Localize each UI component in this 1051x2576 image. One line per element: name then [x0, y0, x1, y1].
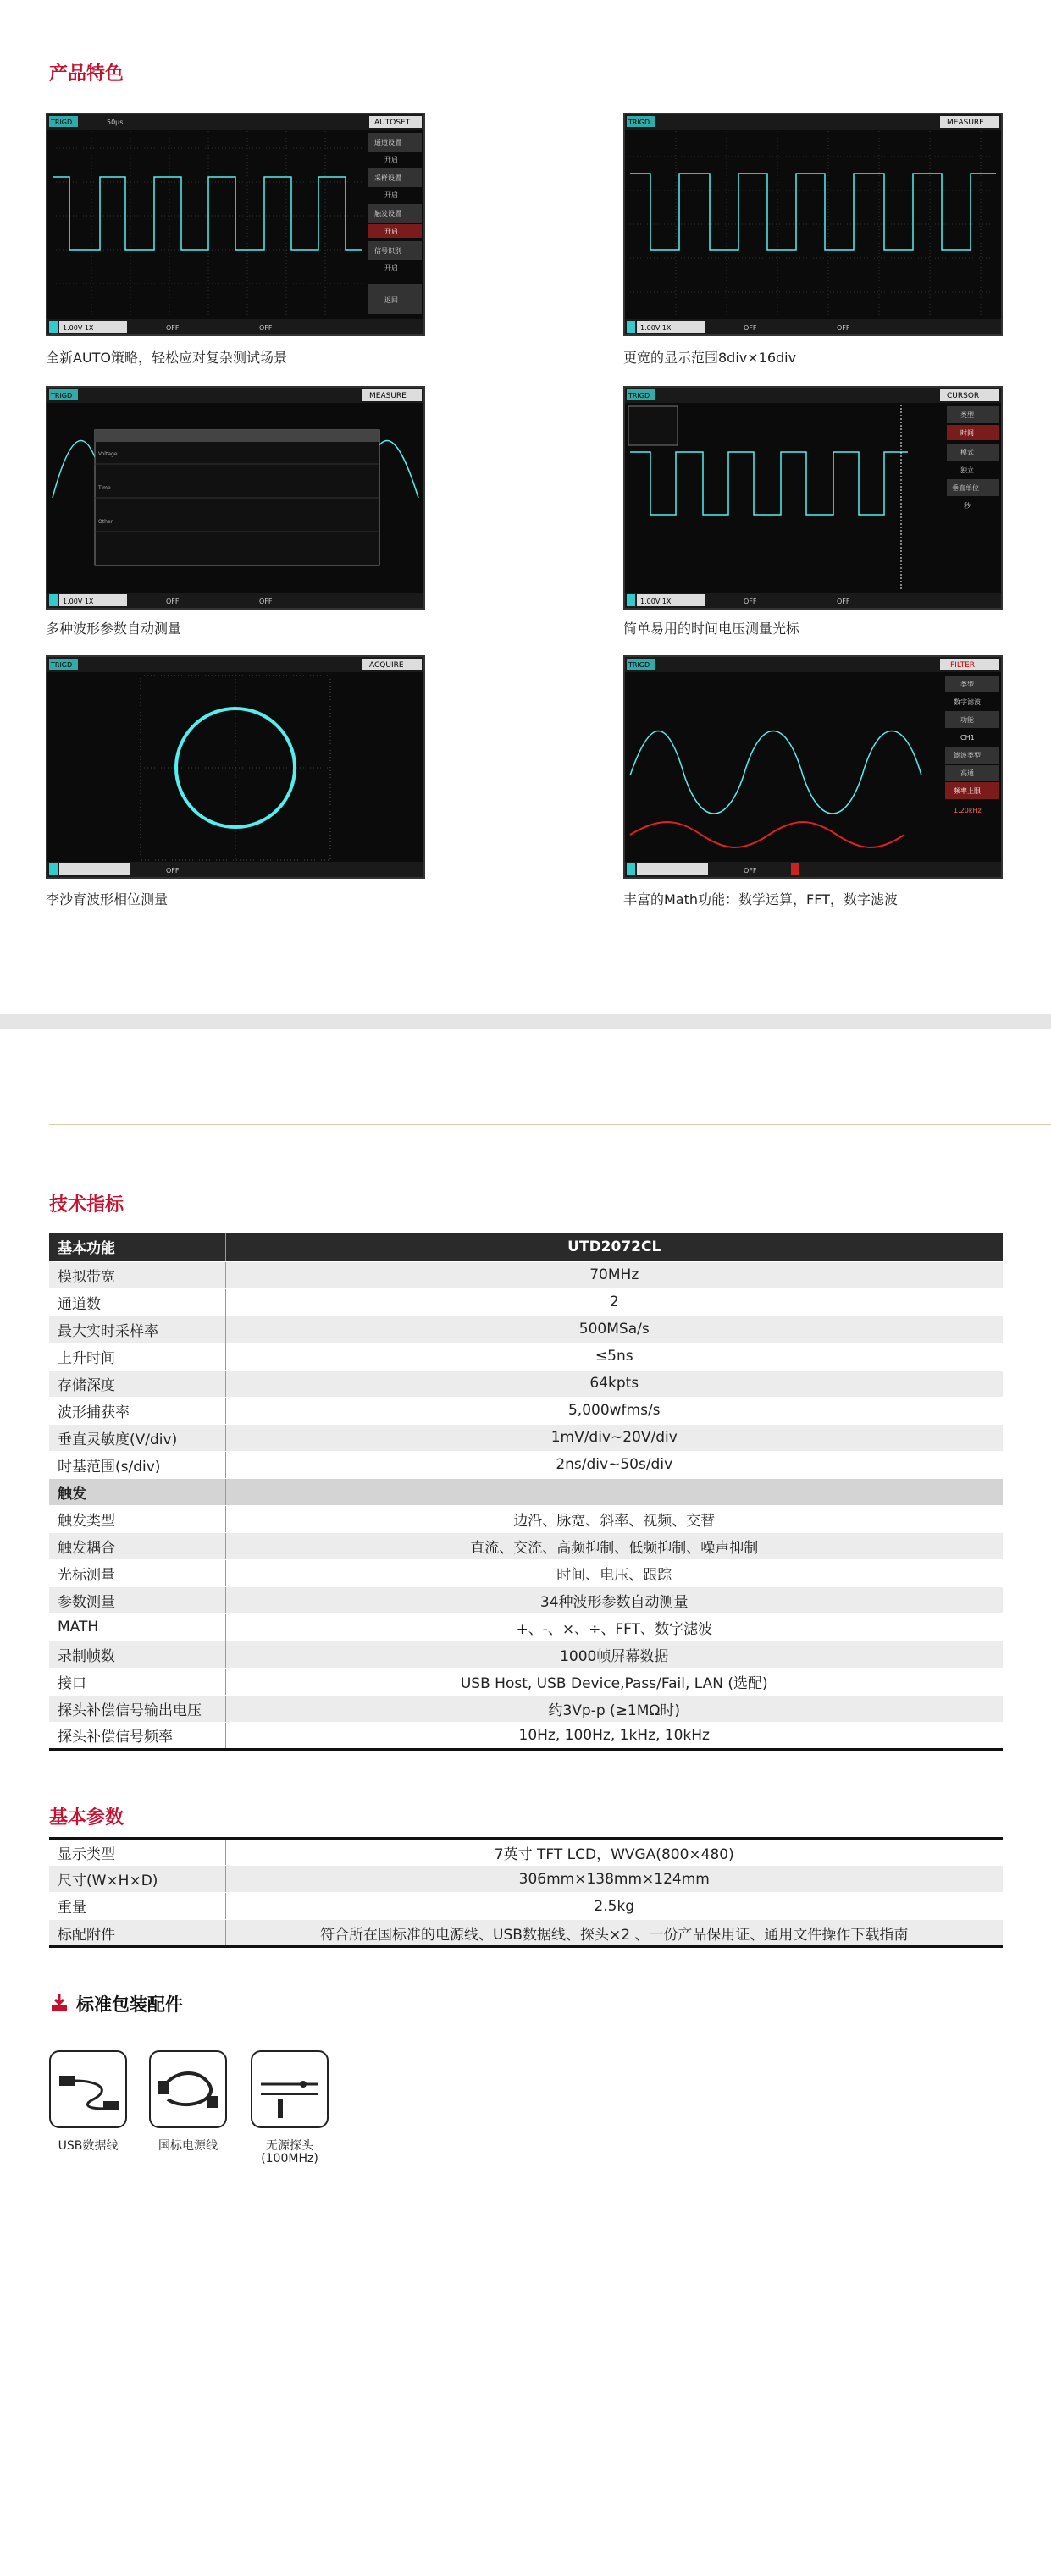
- accessory-label: 国标电源线: [158, 2139, 218, 2153]
- svg-text:垂直单位: 垂直单位: [952, 484, 979, 492]
- probe-icon: [252, 2052, 327, 2126]
- spec-title: 技术指标: [49, 1194, 124, 1216]
- spec-header-key: 基本功能: [49, 1233, 225, 1261]
- basic-key: 尺寸(W×H×D): [49, 1866, 225, 1893]
- download-box-icon: [49, 1992, 69, 2016]
- spec-key: 录制帧数: [49, 1641, 225, 1668]
- svg-text:秒: 秒: [964, 502, 971, 510]
- spec-key: 光标测量: [49, 1559, 225, 1586]
- svg-text:AUTOSET: AUTOSET: [374, 119, 411, 127]
- svg-text:ACQUIRE: ACQUIRE: [369, 661, 404, 670]
- table-row: [49, 1370, 1003, 1397]
- svg-text:模式: 模式: [960, 449, 974, 456]
- spec-key: 垂直灵敏度(V/div): [49, 1424, 225, 1451]
- spec-key: MATH: [49, 1613, 225, 1641]
- spec-key: 时基范围(s/div): [49, 1451, 225, 1478]
- spec-key: 通道数: [49, 1288, 225, 1316]
- svg-text:1.00V 1X: 1.00V 1X: [63, 598, 94, 605]
- svg-text:采样设置: 采样设置: [374, 174, 401, 182]
- svg-text:开启: 开启: [384, 264, 398, 272]
- spec-value: USB Host, USB Device,Pass/Fail, LAN (选配): [225, 1668, 1003, 1695]
- svg-text:Voltage: Voltage: [98, 451, 118, 457]
- spec-value: 1000帧屏幕数据: [225, 1641, 1003, 1668]
- table-row: [49, 1505, 1003, 1532]
- scope-screenshot-lissajous: [46, 655, 425, 879]
- scope-screenshot-measure: [46, 386, 425, 610]
- spec-header-row: [49, 1233, 1003, 1261]
- table-row: [49, 1586, 1003, 1613]
- table-row: [49, 1722, 1003, 1749]
- svg-text:TRIGD: TRIGD: [51, 661, 73, 669]
- table-row: [49, 1613, 1003, 1641]
- svg-text:OFF: OFF: [744, 324, 757, 332]
- svg-text:OFF: OFF: [166, 867, 180, 874]
- table-row: [49, 1451, 1003, 1478]
- table-row: [49, 1668, 1003, 1695]
- screen-caption: 多种波形参数自动测量: [46, 621, 182, 637]
- features-title: 产品特色: [49, 63, 124, 85]
- spec-value: 直流、交流、高频抑制、低频抑制、噪声抑制: [225, 1532, 1003, 1559]
- spec-key: 参数测量: [49, 1586, 225, 1613]
- svg-text:OFF: OFF: [259, 324, 273, 332]
- spec-key: 触发耦合: [49, 1532, 225, 1559]
- table-row: [49, 1397, 1003, 1424]
- svg-text:MEASURE: MEASURE: [947, 119, 984, 127]
- spec-key: 波形捕获率: [49, 1397, 225, 1424]
- svg-text:1.00V 1X: 1.00V 1X: [63, 324, 94, 332]
- svg-text:OFF: OFF: [744, 867, 757, 874]
- power-cord-image: [149, 2050, 227, 2128]
- accessory-label: USB数据线: [58, 2139, 119, 2153]
- section-divider-line: [49, 1124, 1051, 1125]
- power-cord-icon: [151, 2052, 225, 2126]
- spec-value: 2: [225, 1288, 1003, 1316]
- spec-key: 触发类型: [49, 1505, 225, 1532]
- spec-key: 模拟带宽: [49, 1261, 225, 1288]
- spec-key: 最大实时采样率: [49, 1316, 225, 1343]
- svg-text:滤波类型: 滤波类型: [954, 752, 981, 759]
- scope-screenshot-math: [623, 655, 1003, 879]
- spec-value: 70MHz: [225, 1261, 1003, 1288]
- svg-text:OFF: OFF: [166, 598, 180, 605]
- svg-text:FILTER: FILTER: [950, 661, 976, 670]
- basic-value: 2.5kg: [225, 1893, 1003, 1920]
- spec-value: 约3Vp-p (≥1MΩ时): [225, 1695, 1003, 1722]
- svg-text:数字滤波: 数字滤波: [954, 698, 981, 706]
- svg-text:时间: 时间: [960, 429, 974, 437]
- table-row: [49, 1893, 1003, 1920]
- svg-text:触发设置: 触发设置: [374, 210, 401, 218]
- svg-text:OFF: OFF: [259, 598, 273, 605]
- spec-key: 接口: [49, 1668, 225, 1695]
- spec-value: 2ns/div~50s/div: [225, 1451, 1003, 1478]
- spec-value: 边沿、脉宽、斜率、视频、交替: [225, 1505, 1003, 1532]
- spec-value: +、-、×、÷、FFT、数字滤波: [225, 1613, 1003, 1641]
- table-row: [49, 1316, 1003, 1343]
- svg-text:独立: 独立: [960, 466, 974, 474]
- table-row: [49, 1695, 1003, 1722]
- screen-caption: 简单易用的时间电压测量光标: [623, 621, 800, 637]
- spec-key: 上升时间: [49, 1343, 225, 1370]
- spec-value: ≤5ns: [225, 1343, 1003, 1370]
- section-divider-band: [0, 1014, 1051, 1029]
- table-row: [49, 1559, 1003, 1586]
- basic-value: 306mm×138mm×124mm: [225, 1866, 1003, 1893]
- spec-value: 1mV/div~20V/div: [225, 1424, 1003, 1451]
- spec-value: 500MSa/s: [225, 1316, 1003, 1343]
- accessory-label-sub: (100MHz): [261, 2152, 318, 2165]
- spec-value: 34种波形参数自动测量: [225, 1586, 1003, 1613]
- svg-text:1.00V 1X: 1.00V 1X: [640, 324, 672, 332]
- svg-text:1.00V 1X: 1.00V 1X: [640, 598, 672, 605]
- scope-screenshot-wide: [623, 113, 1003, 336]
- svg-text:TRIGD: TRIGD: [628, 392, 650, 400]
- table-row: [49, 1866, 1003, 1893]
- accessory-label: 无源探头: [266, 2139, 313, 2153]
- basic-key: 重量: [49, 1893, 225, 1920]
- svg-text:OFF: OFF: [837, 598, 850, 605]
- screen-caption: 丰富的Math功能：数学运算，FFT，数字滤波: [623, 891, 898, 907]
- svg-text:类型: 类型: [960, 411, 974, 419]
- scope-screenshot-cursor: [623, 386, 1003, 610]
- screen-caption: 李沙育波形相位测量: [46, 891, 169, 907]
- table-row: [49, 1532, 1003, 1559]
- spec-value: 时间、电压、跟踪: [225, 1559, 1003, 1586]
- svg-text:开启: 开启: [384, 156, 398, 163]
- svg-text:OFF: OFF: [837, 324, 850, 332]
- svg-text:MEASURE: MEASURE: [369, 392, 407, 400]
- svg-text:Other: Other: [98, 519, 113, 525]
- svg-text:1.20kHz: 1.20kHz: [954, 807, 982, 814]
- spec-key: 探头补偿信号输出电压: [49, 1695, 225, 1722]
- svg-text:类型: 类型: [960, 681, 974, 688]
- spec-value: 64kpts: [225, 1370, 1003, 1397]
- table-row: [49, 1424, 1003, 1451]
- spec-header-model: UTD2072CL: [225, 1233, 1003, 1261]
- table-row: [49, 1641, 1003, 1668]
- svg-text:高通: 高通: [960, 769, 974, 777]
- svg-text:TRIGD: TRIGD: [51, 119, 73, 126]
- basic-value: 7英寸 TFT LCD，WVGA(800×480): [225, 1839, 1003, 1866]
- basic-key: 显示类型: [49, 1839, 225, 1866]
- scope-screenshot-autoset: [46, 113, 425, 336]
- svg-text:频率上限: 频率上限: [954, 787, 981, 795]
- accessory-title: 标准包装配件: [76, 1994, 183, 2015]
- screen-caption: 全新AUTO策略，轻松应对复杂测试场景: [46, 350, 288, 366]
- spec-value: 10Hz, 100Hz, 1kHz, 10kHz: [225, 1722, 1003, 1749]
- basic-title: 基本参数: [49, 1807, 124, 1829]
- svg-text:功能: 功能: [960, 716, 974, 724]
- spec-key: 探头补偿信号频率: [49, 1722, 225, 1749]
- svg-text:开启: 开启: [384, 191, 398, 199]
- svg-text:通道设置: 通道设置: [374, 139, 401, 146]
- table-row: [49, 1343, 1003, 1370]
- svg-text:开启: 开启: [384, 228, 398, 235]
- table-row: [49, 1288, 1003, 1316]
- basic-key: 标配附件: [49, 1920, 225, 1947]
- svg-text:信号识别: 信号识别: [374, 247, 401, 255]
- svg-text:50μs: 50μs: [107, 119, 124, 126]
- spec-key: 存储深度: [49, 1370, 225, 1397]
- spec-subheader-label: 触发: [49, 1478, 225, 1505]
- table-row: [49, 1839, 1003, 1866]
- screen-caption: 更宽的显示范围8div×16div: [623, 350, 797, 366]
- table-row: [49, 1261, 1003, 1288]
- svg-text:返回: 返回: [384, 296, 398, 304]
- probe-image: [251, 2050, 329, 2128]
- usb-cable-icon: [51, 2052, 125, 2126]
- svg-text:CURSOR: CURSOR: [947, 392, 980, 400]
- svg-text:OFF: OFF: [166, 324, 180, 332]
- svg-text:Time: Time: [98, 485, 111, 491]
- svg-text:OFF: OFF: [744, 598, 757, 605]
- spec-subheader-trigger: [49, 1478, 1003, 1505]
- accessory-heading: [49, 1991, 183, 2016]
- basic-table: [49, 1837, 1003, 1948]
- svg-text:CH1: CH1: [960, 734, 975, 742]
- svg-text:TRIGD: TRIGD: [628, 661, 650, 669]
- svg-text:TRIGD: TRIGD: [51, 392, 73, 400]
- basic-value: 符合所在国标准的电源线、USB数据线、探头×2 、一份产品保用证、通用文件操作下载指南: [225, 1920, 1003, 1947]
- usb-cable-image: [49, 2050, 127, 2128]
- spec-value: 5,000wfms/s: [225, 1397, 1003, 1424]
- table-row: [49, 1920, 1003, 1947]
- svg-text:TRIGD: TRIGD: [628, 119, 650, 126]
- spec-table: [49, 1233, 1003, 1751]
